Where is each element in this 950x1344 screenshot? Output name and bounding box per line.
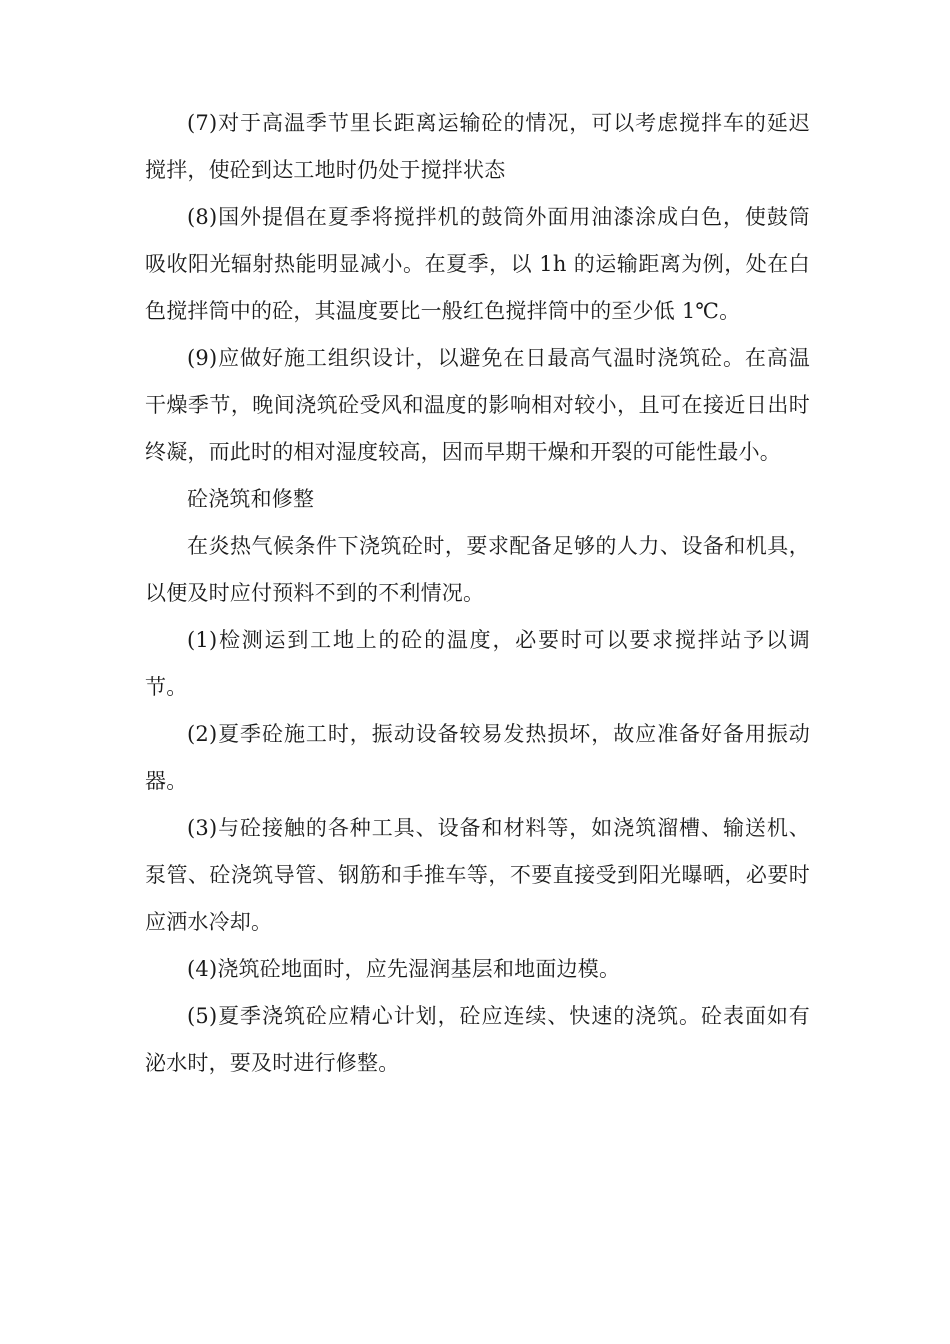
paragraph-item-2: (2)夏季砼施工时，振动设备较易发热损坏，故应准备好备用振动器。 bbox=[145, 722, 810, 793]
document-page bbox=[145, 100, 810, 1087]
paragraph-item-1: (1)检测运到工地上的砼的温度，必要时可以要求搅拌站予以调节。 bbox=[145, 628, 810, 699]
paragraph-item-3: (3)与砼接触的各种工具、设备和材料等，如浇筑溜槽、输送机、泵管、砼浇筑导管、钢筋和手推车等，不要直接受到阳光曝晒，必要时应洒水冷却。 bbox=[145, 816, 810, 934]
paragraph-item-5: (5)夏季浇筑砼应精心计划，砼应连续、快速的浇筑。砼表面如有泌水时，要及时进行修整。 bbox=[145, 1004, 810, 1075]
paragraph-item-9: (9)应做好施工组织设计，以避免在日最高气温时浇筑砼。在高温干燥季节，晚间浇筑砼受风和温度的影响相对较小，且可在接近日出时终凝，而此时的相对湿度较高，因而早期干燥和开裂的可能性最小。 bbox=[145, 346, 810, 464]
paragraph-item-4: (4)浇筑砼地面时，应先湿润基层和地面边模。 bbox=[187, 957, 621, 981]
section-heading: 砼浇筑和修整 bbox=[187, 487, 315, 511]
paragraph-item-8: (8)国外提倡在夏季将搅拌机的鼓筒外面用油漆涂成白色，使鼓筒吸收阳光辐射热能明显减小。在夏季，以 1h 的运输距离为例，处在白色搅拌筒中的砼，其温度要比一般红色搅拌筒中的至少低 1℃。 bbox=[145, 205, 810, 323]
paragraph-item-7: (7)对于高温季节里长距离运输砼的情况，可以考虑搅拌车的延迟搅拌，使砼到达工地时仍处于搅拌状态 bbox=[145, 111, 810, 182]
intro-paragraph: 在炎热气候条件下浇筑砼时，要求配备足够的人力、设备和机具，以便及时应付预料不到的不利情况。 bbox=[145, 534, 810, 605]
